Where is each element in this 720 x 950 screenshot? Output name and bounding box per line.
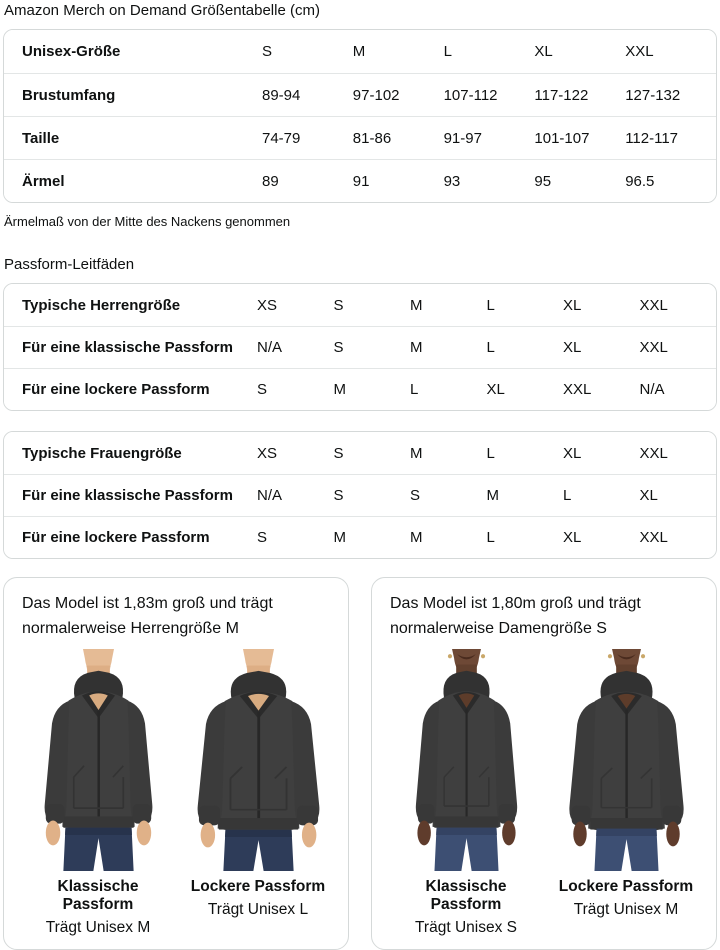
- male-model-card: [3, 577, 349, 950]
- col-header: L: [486, 296, 495, 314]
- fit-label: Klassische Passform: [57, 878, 139, 914]
- cell-value: 117-122: [534, 86, 589, 104]
- cell-value: 112-117: [625, 129, 679, 147]
- col-header: XL: [563, 444, 582, 462]
- cell-value: M: [410, 339, 423, 356]
- female-model-classic-photo: [389, 649, 544, 871]
- cell-value: XL: [563, 529, 582, 546]
- photo-classic-fit: [21, 649, 176, 937]
- size-label: Trägt Unisex M: [45, 919, 151, 937]
- table-row: [4, 368, 716, 410]
- cell-value: L: [410, 381, 419, 398]
- cell-value: 101-107: [534, 129, 590, 147]
- sleeve-footnote: Ärmelmaß von der Mitte des Nackens genommen: [4, 214, 291, 229]
- cell-value: M: [333, 529, 346, 546]
- cell-value: L: [563, 487, 572, 504]
- col-header: XXL: [639, 444, 668, 462]
- size-label: Trägt Unisex S: [415, 919, 517, 937]
- cell-value: 74-79: [262, 129, 301, 147]
- cell-value: 127-132: [625, 86, 681, 104]
- cell-value: S: [333, 487, 344, 504]
- photo-loose-fit: [181, 649, 336, 937]
- cell-value: N/A: [639, 381, 665, 398]
- row-label: Für eine lockere Passform: [22, 529, 210, 546]
- table-header-row: [4, 432, 716, 474]
- col-header: XS: [257, 296, 278, 314]
- page-title: Amazon Merch on Demand Größentabelle (cm): [4, 2, 320, 19]
- model-card-caption: Das Model ist 1,83m groß und trägt normalerweise Herrengröße M: [22, 595, 273, 637]
- row-label: Typische Herrengröße: [22, 296, 181, 314]
- cell-value: XL: [563, 339, 582, 356]
- row-label: Für eine klassische Passform: [22, 339, 233, 356]
- cell-value: 91: [352, 172, 370, 190]
- cell-value: XXL: [639, 529, 668, 546]
- size-label: Trägt Unisex M: [573, 901, 679, 919]
- cell-value: 89-94: [262, 86, 301, 104]
- cell-value: XXL: [639, 339, 668, 356]
- male-model-loose-photo: [181, 649, 336, 871]
- male-model-classic-photo: [21, 649, 176, 871]
- table-row: [4, 159, 716, 202]
- col-header: XL: [563, 296, 582, 314]
- cell-value: N/A: [257, 339, 283, 356]
- cell-value: XL: [486, 381, 505, 398]
- col-header: XS: [257, 444, 278, 462]
- row-label: Für eine klassische Passform: [22, 487, 233, 504]
- row-label: Typische Frauengröße: [22, 444, 182, 462]
- fit-label: Lockere Passform: [190, 878, 326, 896]
- row-label: Ärmel: [22, 172, 65, 190]
- col-header: S: [333, 444, 344, 462]
- cell-value: 95: [534, 172, 552, 190]
- col-header: L: [443, 43, 452, 60]
- photos-row: [20, 649, 336, 937]
- womens-fit-table: [3, 431, 717, 559]
- size-label: Trägt Unisex L: [207, 901, 309, 919]
- table-row: [4, 73, 716, 116]
- model-cards: [3, 577, 717, 950]
- photo-classic-fit: [389, 649, 544, 937]
- col-header: L: [486, 444, 495, 462]
- table-row: [4, 516, 716, 558]
- cell-value: 93: [443, 172, 461, 190]
- mens-fit-table: [3, 283, 717, 411]
- row-label: Brustumfang: [22, 86, 116, 104]
- col-header: M: [352, 43, 366, 60]
- col-header: S: [262, 43, 273, 60]
- cell-value: M: [333, 381, 346, 398]
- table-row: [4, 326, 716, 368]
- model-card-caption: Das Model ist 1,80m groß und trägt normalerweise Damengröße S: [390, 595, 641, 637]
- cell-value: 91-97: [443, 129, 482, 147]
- cell-value: XL: [639, 487, 658, 504]
- cell-value: S: [257, 381, 268, 398]
- table-row: [4, 116, 716, 159]
- row-label: Taille: [22, 129, 60, 147]
- table-header-row: [4, 30, 716, 73]
- cell-value: XXL: [563, 381, 592, 398]
- cell-value: 97-102: [352, 86, 400, 104]
- female-model-card: [371, 577, 717, 950]
- photo-loose-fit: [549, 649, 704, 937]
- fit-guides-title: Passform-Leitfäden: [4, 256, 135, 273]
- fit-label: Klassische Passform: [425, 878, 507, 914]
- col-header: XL: [534, 43, 553, 60]
- cell-value: S: [333, 339, 344, 356]
- cell-value: S: [410, 487, 421, 504]
- female-model-loose-photo: [549, 649, 704, 871]
- cell-value: M: [486, 487, 499, 504]
- col-header: M: [410, 296, 423, 314]
- cell-value: 96.5: [625, 172, 655, 190]
- cell-value: L: [486, 339, 495, 356]
- col-header: XXL: [639, 296, 668, 314]
- cell-value: N/A: [257, 487, 283, 504]
- cell-value: M: [410, 529, 423, 546]
- cell-value: S: [257, 529, 268, 546]
- cell-value: 81-86: [352, 129, 392, 147]
- table-row: [4, 474, 716, 516]
- table-header-row: [4, 284, 716, 326]
- col-header: XXL: [625, 43, 654, 60]
- row-label: Unisex-Größe: [22, 43, 121, 60]
- photos-row: [388, 649, 704, 937]
- col-header: S: [333, 296, 344, 314]
- cell-value: L: [486, 529, 495, 546]
- row-label: Für eine lockere Passform: [22, 381, 210, 398]
- cell-value: 107-112: [443, 86, 498, 104]
- unisex-size-table: [3, 29, 717, 203]
- fit-label: Lockere Passform: [558, 878, 694, 896]
- col-header: M: [410, 444, 423, 462]
- cell-value: 89: [262, 172, 279, 190]
